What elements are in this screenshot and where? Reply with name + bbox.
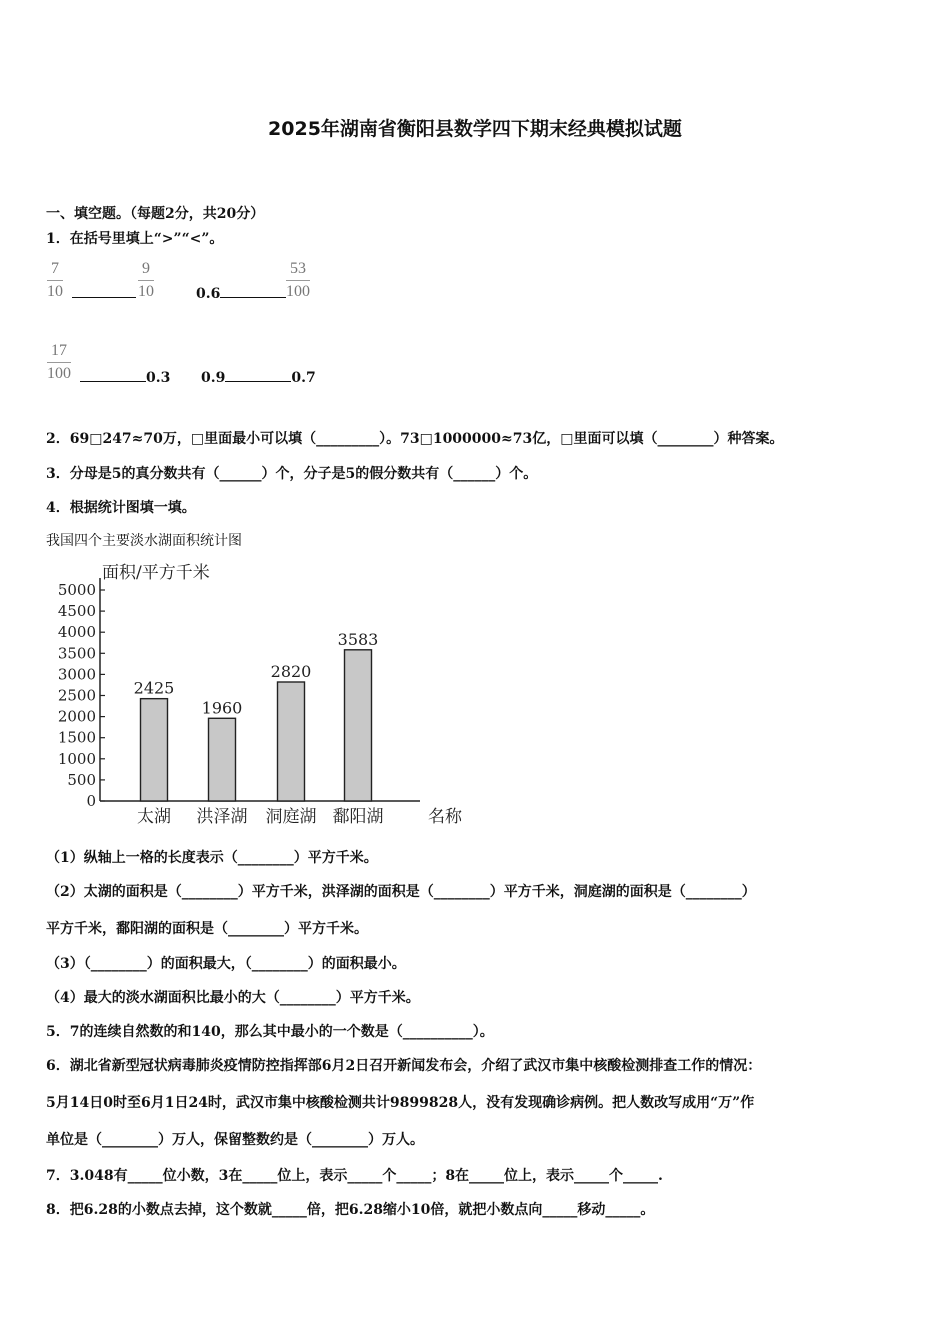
- y-tick-label: 4500: [57, 602, 96, 621]
- y-tick-label: 4000: [57, 623, 96, 642]
- answer-blank[interactable]: [225, 380, 291, 382]
- y-tick-label: 500: [67, 770, 96, 789]
- question-4-4: （4）最大的淡水湖面积比最小的大（________）平方千米。: [46, 990, 420, 1006]
- bar-2: [209, 718, 236, 801]
- decimal-value: 0.3: [146, 370, 171, 386]
- fraction-denominator: 10: [138, 283, 154, 300]
- y-tick-label: 1500: [57, 728, 96, 747]
- y-tick-label: 2500: [57, 686, 96, 705]
- category-label: 太湖: [137, 807, 171, 827]
- y-axis-label: 面积/平方千米: [102, 563, 210, 583]
- question-4: 4．根据统计图填一填。: [46, 500, 196, 516]
- decimal-value: 0.7: [291, 370, 316, 386]
- bar-value-label: 1960: [201, 698, 243, 718]
- y-tick-label: 2000: [57, 707, 96, 726]
- bar-value-label: 3583: [337, 629, 379, 649]
- question-4-2-line-1: （2）太湖的面积是（________）平方千米，洪泽湖的面积是（________）平方千米，洞庭湖的面积是（________）: [46, 884, 756, 900]
- answer-blank[interactable]: [80, 380, 146, 382]
- y-tick-label: 1000: [57, 749, 96, 768]
- answer-blank[interactable]: [72, 286, 136, 302]
- category-label: 鄱阳湖: [332, 807, 384, 827]
- chart-caption: 我国四个主要淡水湖面积统计图: [46, 533, 242, 549]
- y-tick-label: 0: [86, 792, 96, 810]
- decimal-value: 0.9: [201, 370, 226, 386]
- question-6-line-3: 单位是（________）万人，保留整数约是（________）万人。: [46, 1132, 424, 1148]
- question-4-2-line-2: 平方千米，鄱阳湖的面积是（________）平方千米。: [46, 921, 368, 937]
- compare-pair-3: [80, 370, 170, 386]
- category-label: 洞庭湖: [265, 807, 317, 827]
- x-axis-label: 名称: [428, 807, 462, 827]
- fraction-7-10: [47, 260, 63, 301]
- question-7: 7．3.048有_____位小数，3在_____位上，表示_____个_____；8在_____位上，表示_____个_____.: [46, 1168, 663, 1184]
- y-tick-label: 3000: [57, 665, 96, 684]
- section-heading: 一、填空题。（每题2分，共20分）: [46, 206, 265, 222]
- question-2: 2．69□247≈70万，□里面最小可以填（_________）。73□1000000≈73亿，□里面可以填（________）种答案。: [46, 431, 784, 447]
- fraction-numerator: 7: [47, 260, 63, 281]
- fraction-denominator: 100: [286, 283, 310, 300]
- fraction-17-100: [47, 342, 71, 383]
- category-label: 洪泽湖: [196, 807, 248, 827]
- bar-3: [278, 682, 305, 801]
- question-8: 8．把6.28的小数点去掉，这个数就_____倍，把6.28缩小10倍，就把小数点向_____移动_____。: [46, 1202, 655, 1218]
- lake-area-bar-chart: [40, 560, 480, 832]
- decimal-value: 0.6: [196, 286, 221, 302]
- question-6-line-1: 6．湖北省新型冠状病毒肺炎疫情防控指挥部6月2日召开新闻发布会，介绍了武汉市集中核酸检测排查工作的情况：: [46, 1058, 762, 1074]
- fraction-9-10: [138, 260, 154, 301]
- fraction-53-100: [286, 260, 310, 301]
- y-tick-label: 5000: [57, 581, 96, 599]
- fraction-denominator: 100: [47, 365, 71, 382]
- fraction-denominator: 10: [47, 283, 63, 300]
- answer-blank[interactable]: [220, 296, 286, 298]
- bar-value-label: 2820: [270, 661, 312, 681]
- question-1: 1．在括号里填上“>”“<”。: [46, 231, 224, 247]
- question-4-1: （1）纵轴上一格的长度表示（________）平方千米。: [46, 850, 378, 866]
- question-4-3: （3）（________）的面积最大，（________）的面积最小。: [46, 956, 406, 972]
- fraction-numerator: 17: [47, 342, 71, 363]
- question-3: 3．分母是5的真分数共有（______）个，分子是5的假分数共有（______）个。: [46, 466, 538, 482]
- compare-pair-4: [201, 370, 316, 386]
- question-6-line-2: 5月14日0时至6月1日24时，武汉市集中核酸检测共计9899828人，没有发现确诊病例。把人数改写成用“万”作: [46, 1095, 755, 1111]
- bar-value-label: 2425: [133, 678, 175, 698]
- question-5: 5．7的连续自然数的和140，那么其中最小的一个数是（__________）。: [46, 1024, 494, 1040]
- fraction-numerator: 9: [138, 260, 154, 281]
- bar-4: [345, 650, 372, 801]
- fraction-numerator: 53: [286, 260, 310, 281]
- bar-1: [141, 699, 168, 801]
- compare-pair-2: [196, 286, 286, 302]
- page-title: 2025年湖南省衡阳县数学四下期末经典模拟试题: [268, 118, 682, 140]
- y-tick-label: 3500: [57, 644, 96, 663]
